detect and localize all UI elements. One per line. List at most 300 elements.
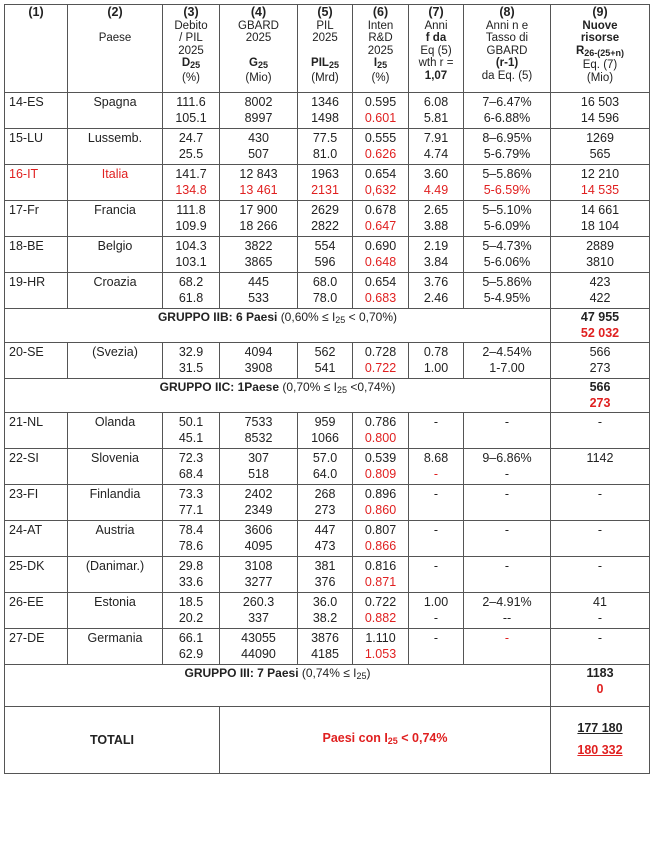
totals-note: Paesi con $I_{25} < 0,74\%$ bbox=[220, 707, 551, 774]
value-previous: 5–5.10% bbox=[482, 203, 532, 217]
table-row bbox=[5, 201, 650, 237]
header-col-6: (6) Inten R&D 2025 $I_{25}$ (%) bbox=[353, 5, 409, 93]
rd-intensity-cell bbox=[353, 165, 409, 201]
value-previous: 8–6.95% bbox=[482, 131, 532, 145]
value-previous: 9–6.86% bbox=[482, 451, 532, 465]
value-updated: 337 bbox=[248, 611, 269, 625]
value-previous: - bbox=[504, 415, 510, 429]
rd-intensity-cell bbox=[353, 521, 409, 557]
pil-cell bbox=[298, 273, 353, 309]
table-row bbox=[5, 557, 650, 593]
value-previous: 0.654 bbox=[364, 167, 397, 181]
value-updated: 18 104 bbox=[580, 219, 620, 233]
value-updated: 78.0 bbox=[312, 291, 338, 305]
value-updated: 31.5 bbox=[178, 361, 204, 375]
value-updated: 3908 bbox=[244, 361, 273, 375]
value-previous: 0.816 bbox=[364, 559, 397, 573]
years-cell bbox=[409, 237, 464, 273]
pil-cell bbox=[298, 485, 353, 521]
value-previous: 111.8 bbox=[176, 203, 206, 217]
value-updated: - bbox=[433, 611, 439, 625]
value-updated: 376 bbox=[314, 575, 336, 589]
header-col-4: (4) GBARD 2025 $G_{25}$ (Mio) bbox=[220, 5, 298, 93]
header-col-8: (8) Anni n e Tasso di GBARD (r-1) da Eq. (5) bbox=[464, 5, 551, 93]
country-name-cell: Croazia bbox=[68, 273, 163, 309]
new-resources-cell bbox=[551, 201, 650, 237]
table-row bbox=[5, 273, 650, 309]
value-updated: 0.882 bbox=[364, 611, 397, 625]
value-updated bbox=[411, 539, 461, 555]
value-updated: 134.8 bbox=[175, 183, 207, 197]
value-updated: 5-6.59% bbox=[483, 183, 531, 197]
value-updated: 473 bbox=[314, 539, 336, 553]
value-updated: 78.6 bbox=[178, 539, 204, 553]
debt-ratio-cell bbox=[163, 557, 220, 593]
value-previous: 4094 bbox=[244, 345, 273, 359]
rate-cell bbox=[464, 629, 551, 665]
value-previous: 268 bbox=[314, 487, 336, 501]
value-updated bbox=[466, 503, 548, 519]
value-previous: 0.896 bbox=[364, 487, 397, 501]
rate-cell bbox=[464, 165, 551, 201]
value-previous: 3606 bbox=[244, 523, 273, 537]
value-updated: 1-7.00 bbox=[489, 361, 525, 375]
value-previous: - bbox=[433, 487, 439, 501]
value-updated: 4185 bbox=[311, 647, 339, 661]
value-updated: 1.053 bbox=[364, 647, 397, 661]
rate-cell bbox=[464, 343, 551, 379]
value-previous: 24.7 bbox=[178, 131, 204, 145]
debt-ratio-cell bbox=[163, 273, 220, 309]
value-updated: 4.49 bbox=[423, 183, 449, 197]
value-previous: 8002 bbox=[244, 95, 273, 109]
new-resources-cell bbox=[551, 449, 650, 485]
table-row bbox=[5, 521, 650, 557]
gbard-cell bbox=[220, 343, 298, 379]
gbard-cell bbox=[220, 557, 298, 593]
value-previous: 3876 bbox=[311, 631, 339, 645]
value-previous: 0.690 bbox=[364, 239, 397, 253]
value-updated: 81.0 bbox=[312, 147, 338, 161]
value-updated: 0.601 bbox=[364, 111, 397, 125]
country-code-cell: 22-SI bbox=[5, 449, 68, 485]
new-resources-cell bbox=[551, 165, 650, 201]
value-previous: 6.08 bbox=[423, 95, 449, 109]
value-updated: 533 bbox=[248, 291, 269, 305]
new-resources-cell bbox=[551, 129, 650, 165]
new-resources-cell bbox=[551, 593, 650, 629]
value-previous: - bbox=[433, 415, 439, 429]
new-resources-cell bbox=[551, 629, 650, 665]
header-col-5: (5) PIL 2025 $PIL_{25}$ (Mrd) bbox=[298, 5, 353, 93]
rd-intensity-cell bbox=[353, 343, 409, 379]
new-resources-cell bbox=[551, 93, 650, 129]
value-updated: 25.5 bbox=[178, 147, 204, 161]
value-updated: 0.626 bbox=[364, 147, 397, 161]
value-updated: 38.2 bbox=[312, 611, 338, 625]
value-updated: 14 596 bbox=[580, 111, 620, 125]
value-previous: - bbox=[504, 559, 510, 573]
rate-cell bbox=[464, 593, 551, 629]
value-previous: 57.0 bbox=[312, 451, 338, 465]
value-updated: -- bbox=[502, 611, 512, 625]
country-name-cell: (Danimar.) bbox=[68, 557, 163, 593]
value-previous: - bbox=[597, 415, 603, 429]
table-row bbox=[5, 165, 650, 201]
rd-intensity-cell bbox=[353, 273, 409, 309]
value-updated: 2.46 bbox=[423, 291, 449, 305]
value-previous: 1269 bbox=[586, 131, 614, 145]
value-previous: - bbox=[433, 523, 439, 537]
value-previous: - bbox=[504, 523, 510, 537]
header-row bbox=[5, 5, 650, 93]
country-code-cell: 20-SE bbox=[5, 343, 68, 379]
gbard-cell bbox=[220, 201, 298, 237]
years-cell bbox=[409, 93, 464, 129]
grand-total: 177 180 180 332 bbox=[551, 707, 650, 774]
debt-ratio-cell bbox=[163, 201, 220, 237]
years-cell bbox=[409, 165, 464, 201]
rate-cell bbox=[464, 237, 551, 273]
value-updated: 109.9 bbox=[175, 219, 207, 233]
value-previous: 447 bbox=[314, 523, 336, 537]
value-previous: 14 661 bbox=[580, 203, 620, 217]
group-iib-total: 47 955 52 032 bbox=[551, 309, 650, 343]
value-updated bbox=[466, 575, 548, 591]
debt-ratio-cell bbox=[163, 485, 220, 521]
value-updated: 1498 bbox=[311, 111, 339, 125]
value-updated: 273 bbox=[589, 361, 611, 375]
rd-intensity-cell bbox=[353, 237, 409, 273]
rate-cell bbox=[464, 273, 551, 309]
new-resources-cell bbox=[551, 485, 650, 521]
value-previous: 0.555 bbox=[364, 131, 397, 145]
value-updated: 44090 bbox=[241, 647, 276, 661]
value-updated: 103.1 bbox=[175, 255, 207, 269]
gbard-cell bbox=[220, 629, 298, 665]
debt-ratio-cell bbox=[163, 93, 220, 129]
totals-label: TOTALI bbox=[5, 707, 220, 774]
gbard-cell bbox=[220, 273, 298, 309]
group-iii-row bbox=[5, 665, 650, 707]
value-updated: 61.8 bbox=[178, 291, 204, 305]
value-updated bbox=[553, 467, 647, 483]
value-previous: 0.595 bbox=[364, 95, 397, 109]
country-name-cell: Lussemb. bbox=[68, 129, 163, 165]
value-previous: 1142 bbox=[586, 451, 614, 465]
country-code-cell: 27-DE bbox=[5, 629, 68, 665]
value-updated: 6-6.88% bbox=[483, 111, 531, 125]
value-updated: 3865 bbox=[244, 255, 273, 269]
value-previous: 77.5 bbox=[312, 131, 338, 145]
pil-cell bbox=[298, 557, 353, 593]
value-previous: 73.3 bbox=[178, 487, 204, 501]
value-updated: 3.84 bbox=[423, 255, 449, 269]
country-name-cell: Belgio bbox=[68, 237, 163, 273]
header-col-1: (1) bbox=[5, 5, 68, 93]
years-cell bbox=[409, 593, 464, 629]
value-previous: 36.0 bbox=[312, 595, 338, 609]
value-previous: - bbox=[597, 559, 603, 573]
value-updated: 8997 bbox=[244, 111, 273, 125]
group-iii-total: 1183 0 bbox=[551, 665, 650, 707]
value-previous: 423 bbox=[589, 275, 611, 289]
value-updated: 3277 bbox=[244, 575, 273, 589]
years-cell bbox=[409, 201, 464, 237]
pil-cell bbox=[298, 165, 353, 201]
group-iic-row bbox=[5, 379, 650, 413]
value-previous: 562 bbox=[314, 345, 336, 359]
debt-ratio-cell bbox=[163, 593, 220, 629]
debt-ratio-cell bbox=[163, 343, 220, 379]
years-cell bbox=[409, 129, 464, 165]
header-col-3: (3) Debito / PIL 2025 $D_{25}$ (%) bbox=[163, 5, 220, 93]
years-cell bbox=[409, 343, 464, 379]
value-updated: 0.800 bbox=[364, 431, 397, 445]
value-previous: 0.78 bbox=[423, 345, 449, 359]
debt-ratio-cell bbox=[163, 165, 220, 201]
value-previous: 5–5.86% bbox=[482, 167, 532, 181]
value-previous: 381 bbox=[314, 559, 336, 573]
value-previous: - bbox=[504, 487, 510, 501]
value-updated: 5-6.79% bbox=[483, 147, 531, 161]
country-code-cell: 16-IT bbox=[5, 165, 68, 201]
country-name-cell: Finlandia bbox=[68, 485, 163, 521]
rate-cell bbox=[464, 93, 551, 129]
pil-cell bbox=[298, 343, 353, 379]
value-updated bbox=[553, 539, 647, 555]
value-updated: 4095 bbox=[244, 539, 273, 553]
pil-cell bbox=[298, 201, 353, 237]
value-updated: 33.6 bbox=[178, 575, 204, 589]
table-row bbox=[5, 93, 650, 129]
value-previous: 554 bbox=[314, 239, 336, 253]
value-updated: 541 bbox=[314, 361, 336, 375]
value-updated: 5-6.06% bbox=[483, 255, 531, 269]
value-updated: 0.871 bbox=[364, 575, 397, 589]
value-previous: 430 bbox=[248, 131, 269, 145]
value-updated: 14 535 bbox=[580, 183, 620, 197]
table-row bbox=[5, 129, 650, 165]
country-name-cell: Germania bbox=[68, 629, 163, 665]
country-code-cell: 18-BE bbox=[5, 237, 68, 273]
rd-intensity-cell bbox=[353, 93, 409, 129]
value-updated: 2131 bbox=[311, 183, 339, 197]
value-previous: 3.76 bbox=[423, 275, 449, 289]
value-updated bbox=[553, 431, 647, 447]
value-previous: 17 900 bbox=[239, 203, 278, 217]
value-updated: 273 bbox=[314, 503, 336, 517]
gbard-cell bbox=[220, 237, 298, 273]
value-previous: 0.722 bbox=[364, 595, 397, 609]
value-previous: 566 bbox=[589, 345, 611, 359]
country-name-cell: Austria bbox=[68, 521, 163, 557]
rate-cell bbox=[464, 557, 551, 593]
value-previous: 0.728 bbox=[364, 345, 397, 359]
rd-intensity-cell bbox=[353, 413, 409, 449]
value-previous: 0.654 bbox=[364, 275, 397, 289]
years-cell bbox=[409, 629, 464, 665]
value-updated: 4.74 bbox=[423, 147, 449, 161]
gbard-cell bbox=[220, 413, 298, 449]
debt-ratio-cell bbox=[163, 129, 220, 165]
value-updated bbox=[553, 647, 647, 663]
group-iib-label: GRUPPO IIB: 6 Paesi $(0,60\% \le I_{25} < 0,70\%)$ bbox=[5, 309, 551, 343]
totals-row bbox=[5, 707, 650, 774]
group-iii-label: GRUPPO III: 7 Paesi $(0,74\% \le I_{25})$ bbox=[5, 665, 551, 707]
value-previous: 68.2 bbox=[178, 275, 204, 289]
rd-intensity-cell bbox=[353, 629, 409, 665]
value-previous: 1.110 bbox=[365, 631, 396, 645]
value-updated: 62.9 bbox=[178, 647, 204, 661]
value-previous: 2.65 bbox=[423, 203, 449, 217]
rate-cell bbox=[464, 413, 551, 449]
debt-ratio-cell bbox=[163, 237, 220, 273]
gbard-cell bbox=[220, 593, 298, 629]
value-updated: 18 266 bbox=[239, 219, 278, 233]
value-updated bbox=[553, 575, 647, 591]
value-previous: - bbox=[433, 559, 439, 573]
value-updated: 8532 bbox=[244, 431, 273, 445]
table-row bbox=[5, 629, 650, 665]
gbard-cell bbox=[220, 165, 298, 201]
value-updated: 0.860 bbox=[364, 503, 397, 517]
value-previous: 8.68 bbox=[423, 451, 449, 465]
country-code-cell: 23-FI bbox=[5, 485, 68, 521]
value-updated: 507 bbox=[248, 147, 269, 161]
value-previous: - bbox=[433, 631, 439, 645]
rate-cell bbox=[464, 201, 551, 237]
value-updated bbox=[411, 575, 461, 591]
group-iic-label: GRUPPO IIC: 1Paese $(0,70\% \le I_{25} <0,74\%)$ bbox=[5, 379, 551, 413]
new-resources-cell bbox=[551, 557, 650, 593]
table-row bbox=[5, 237, 650, 273]
country-code-cell: 25-DK bbox=[5, 557, 68, 593]
new-resources-cell bbox=[551, 237, 650, 273]
years-cell bbox=[409, 413, 464, 449]
value-updated: 0.866 bbox=[364, 539, 397, 553]
new-resources-cell bbox=[551, 413, 650, 449]
value-updated bbox=[411, 503, 461, 519]
value-previous: - bbox=[504, 631, 510, 645]
pil-cell bbox=[298, 129, 353, 165]
value-previous: 2–4.91% bbox=[482, 595, 532, 609]
value-previous: 1.00 bbox=[423, 595, 449, 609]
debt-ratio-cell bbox=[163, 413, 220, 449]
country-name-cell: Estonia bbox=[68, 593, 163, 629]
gbard-cell bbox=[220, 485, 298, 521]
value-updated: 3.88 bbox=[423, 219, 449, 233]
value-previous: 68.0 bbox=[312, 275, 338, 289]
rd-intensity-cell bbox=[353, 485, 409, 521]
value-updated: 0.647 bbox=[364, 219, 397, 233]
rd-intensity-cell bbox=[353, 557, 409, 593]
value-updated bbox=[466, 647, 548, 663]
country-name-cell: Olanda bbox=[68, 413, 163, 449]
value-previous: 307 bbox=[248, 451, 269, 465]
value-previous: 32.9 bbox=[178, 345, 204, 359]
value-previous: 1963 bbox=[311, 167, 339, 181]
value-previous: - bbox=[597, 523, 603, 537]
value-updated bbox=[466, 539, 548, 555]
gbard-cell bbox=[220, 129, 298, 165]
value-updated bbox=[466, 431, 548, 447]
years-cell bbox=[409, 521, 464, 557]
pil-cell bbox=[298, 629, 353, 665]
value-updated: 596 bbox=[314, 255, 336, 269]
new-resources-cell bbox=[551, 343, 650, 379]
value-previous: 3822 bbox=[244, 239, 273, 253]
rd-intensity-cell bbox=[353, 593, 409, 629]
country-code-cell: 19-HR bbox=[5, 273, 68, 309]
table-row bbox=[5, 485, 650, 521]
value-updated: 13 461 bbox=[239, 183, 278, 197]
value-previous: 7–6.47% bbox=[482, 95, 532, 109]
value-updated bbox=[411, 647, 461, 663]
value-previous: 0.539 bbox=[364, 451, 397, 465]
value-previous: 0.807 bbox=[364, 523, 397, 537]
value-updated: 0.648 bbox=[364, 255, 397, 269]
value-previous: 111.6 bbox=[176, 95, 206, 109]
country-code-cell: 21-NL bbox=[5, 413, 68, 449]
value-updated: 2349 bbox=[244, 503, 273, 517]
value-updated: 0.809 bbox=[364, 467, 397, 481]
value-previous: 16 503 bbox=[580, 95, 620, 109]
value-previous: 78.4 bbox=[178, 523, 204, 537]
value-updated: 518 bbox=[248, 467, 269, 481]
value-previous: 2402 bbox=[244, 487, 273, 501]
pil-cell bbox=[298, 593, 353, 629]
rate-cell bbox=[464, 485, 551, 521]
value-previous: 12 210 bbox=[580, 167, 620, 181]
rd-intensity-cell bbox=[353, 201, 409, 237]
value-previous: 0.786 bbox=[364, 415, 397, 429]
value-previous: 2.19 bbox=[423, 239, 449, 253]
country-code-cell: 15-LU bbox=[5, 129, 68, 165]
country-name-cell: Francia bbox=[68, 201, 163, 237]
rate-cell bbox=[464, 449, 551, 485]
value-updated: 1066 bbox=[311, 431, 339, 445]
country-name-cell: Italia bbox=[68, 165, 163, 201]
value-updated: 0.683 bbox=[364, 291, 397, 305]
debt-ratio-cell bbox=[163, 521, 220, 557]
pil-cell bbox=[298, 521, 353, 557]
value-previous: 104.3 bbox=[175, 239, 207, 253]
rd-intensity-cell bbox=[353, 449, 409, 485]
value-previous: 3108 bbox=[244, 559, 273, 573]
value-previous: 18.5 bbox=[178, 595, 204, 609]
value-previous: 445 bbox=[248, 275, 269, 289]
value-previous: 2629 bbox=[311, 203, 339, 217]
value-previous: 41 bbox=[593, 595, 607, 609]
value-previous: 43055 bbox=[241, 631, 276, 645]
value-previous: 260.3 bbox=[242, 595, 275, 609]
value-previous: 141.7 bbox=[175, 167, 207, 181]
value-updated bbox=[411, 431, 461, 447]
country-name-cell: Slovenia bbox=[68, 449, 163, 485]
value-previous: 50.1 bbox=[178, 415, 204, 429]
debt-ratio-cell bbox=[163, 629, 220, 665]
years-cell bbox=[409, 557, 464, 593]
gbard-cell bbox=[220, 521, 298, 557]
value-updated: - bbox=[433, 467, 439, 481]
value-updated: 0,632 bbox=[364, 183, 397, 197]
rd-intensity-cell bbox=[353, 129, 409, 165]
gbard-cell bbox=[220, 449, 298, 485]
country-code-cell: 14-ES bbox=[5, 93, 68, 129]
country-name-cell: (Svezia) bbox=[68, 343, 163, 379]
value-updated: 77.1 bbox=[178, 503, 204, 517]
